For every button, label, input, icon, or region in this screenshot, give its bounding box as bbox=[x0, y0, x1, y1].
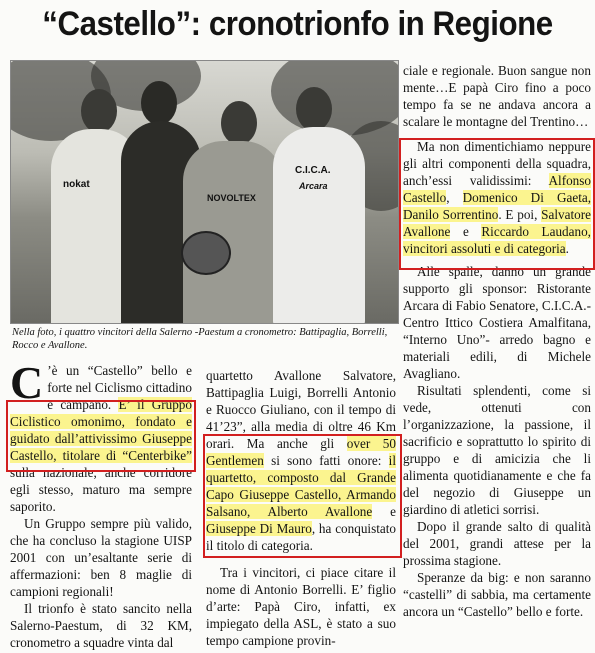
col2-text-c: si sono fatti onore: bbox=[263, 453, 389, 468]
col2-text-a: quartetto Avallone Salvatore, Battipaglia Luigi, Borrelli Antonio e Ruocco Giuliano, con il tempo di 41’23”, alla media di bbox=[206, 368, 396, 434]
col2-highlight-2: il quartetto, composto dal Grande Capo Giuseppe Castello, Armando Salsano, Alberto Avallone bbox=[206, 453, 396, 519]
red-box-col1 bbox=[6, 400, 196, 472]
col3-highlight-1: Alfonso Castello bbox=[403, 173, 591, 205]
jersey-label-1: nokat bbox=[63, 179, 90, 190]
drop-cap: C bbox=[10, 357, 44, 408]
col3-paragraph-3: Risultati splendenti, come si vede, ottenuti con l’organizzazione, la passione, il sacrificio e soprattutto lo spirito di gruppo e di amicizia che li alimenta quotidianamente e che fa del negozio di Giuseppe un giardino di atletici sorrisi. bbox=[403, 383, 591, 517]
col1-paragraph-2: Un Gruppo sempre più valido, che ha concluso la stagione UISP 2001 con un’esaltante serie di affermazioni: ben 8 maglie di campioni regionali! bbox=[10, 516, 192, 599]
col3-text-a: Ma non dimentichiamo neppure gli altri componenti della squadra, anch’essi validissimi: bbox=[403, 139, 591, 188]
col3-text-e: . bbox=[565, 241, 569, 256]
col2-text-d: e bbox=[372, 504, 396, 519]
red-box-col3 bbox=[399, 138, 595, 270]
col1-text-b: sulla nazionale, anche corridore egli stesso, maturo ma sempre saporito. bbox=[10, 465, 192, 514]
col3-text-b: , bbox=[446, 190, 463, 205]
jersey-label-3: C.I.C.A. bbox=[295, 165, 331, 176]
red-box-col2 bbox=[203, 434, 402, 558]
col3-text-d: e bbox=[450, 224, 482, 239]
team-photo bbox=[10, 60, 399, 324]
col2-text-b: oltre 46 Km orari. Ma anche gli bbox=[206, 419, 396, 451]
col3-text-c: . E poi, bbox=[498, 207, 542, 222]
photo-caption: Nella foto, i quattro vincitori della Salerno -Paestum a cronometro: Battipaglia, Borrelli, Rocco e Avallone. bbox=[12, 327, 388, 351]
col2-text-e: , ha conquistato il titolo di categoria. bbox=[206, 521, 397, 553]
col1-paragraph-3: Il trionfo è stato sancito nella Salerno-Paestum, di 32 KM, cronometro a squadre vinta dal bbox=[10, 601, 192, 650]
col3-highlight-2: Domenico Di Gaeta, Danilo Sorrentino bbox=[403, 190, 592, 222]
headline: “Castello”: cronotrionfo in Regione bbox=[42, 5, 553, 43]
col1-text: ’è un “Castello” bello e forte nel Ciclismo cittadino e campano. bbox=[47, 363, 192, 412]
col2-highlight-1: over 50 Gentlemen bbox=[206, 436, 396, 468]
col3-paragraph-0: ciale e regionale. Buon sangue non mente…E papà Ciro fino a poco tempo fa se ne andava ancora a scalare le montagne del Trentino… bbox=[403, 63, 591, 129]
col2-paragraph-2: Tra i vincitori, ci piace citare il nome di Antonio Borrelli. E’ figlio d’arte: Papà Ciro, infatti, ex impiegato della ASL, è stato a suo tempo campione provin- bbox=[206, 565, 396, 648]
helmet bbox=[181, 231, 231, 275]
col1-highlight: E’ il Gruppo Ciclistico omonimo, fondato e guidato dall’attivissimo Giuseppe Castello, titolare di “Centerbike” bbox=[10, 397, 192, 463]
col3-paragraph-5: Speranze da big: e non saranno “castelli” di sabbia, ma certamente ancora un “Castello” bello e forte. bbox=[403, 570, 591, 619]
col3-paragraph-4: Dopo il grande salto di qualità del 2001, grandi attese per la prossima stagione. bbox=[403, 519, 591, 568]
jersey-label-3b: Arcara bbox=[299, 181, 328, 191]
col3-highlight-3: Salvatore Avallone bbox=[403, 207, 591, 239]
col3-paragraph-2: Alle spalle, danno un grande supporto gli sponsor: Ristorante Arcara di Fabio Senatore, C.I.C.A.-Centro Ittico Costiera Amalfitana, “Interno Uno”- arredo bagno e materiali edili, di Michele Avagliano. bbox=[403, 264, 591, 381]
col3-highlight-4: Riccardo Laudano, vincitori assoluti e di categoria bbox=[403, 224, 591, 256]
jersey-label-2: NOVOLTEX bbox=[207, 193, 256, 203]
col2-highlight-3: Giuseppe Di Mauro bbox=[206, 521, 312, 536]
